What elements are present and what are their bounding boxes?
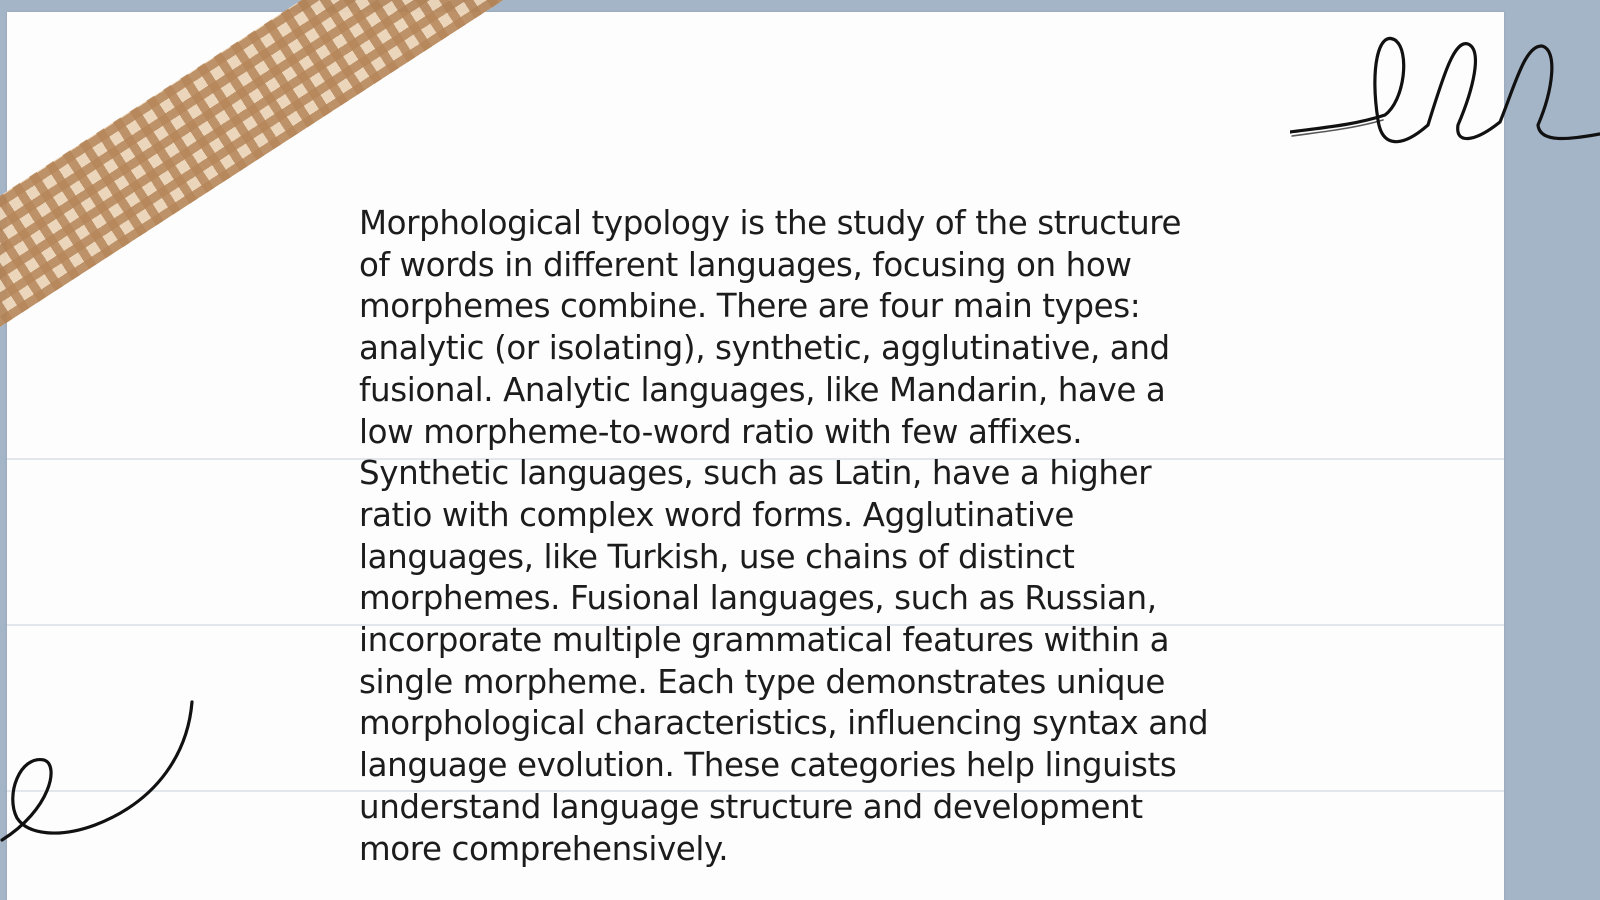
body-line: fusional. Analytic languages, like Mandarin, have a — [359, 370, 1166, 409]
body-line: morphemes. Fusional languages, such as Russian, — [359, 579, 1157, 618]
body-line: analytic (or isolating), synthetic, agglutinative, and — [359, 329, 1170, 368]
body-line: ratio with complex word forms. Agglutinative — [359, 495, 1074, 534]
body-line: Synthetic languages, such as Latin, have a higher — [359, 454, 1152, 493]
body-line: languages, like Turkish, use chains of distinct — [359, 537, 1075, 576]
body-line: low morpheme-to-word ratio with few affixes. — [359, 412, 1083, 451]
body-line: Morphological typology is the study of the structure — [359, 204, 1182, 242]
body-line: of words in different languages, focusing on how — [359, 245, 1132, 284]
body-line: understand language structure and development — [359, 787, 1143, 826]
body-line: single morpheme. Each type demonstrates unique — [359, 662, 1165, 701]
body-line: incorporate multiple grammatical features within a — [359, 621, 1170, 660]
body-line: language evolution. These categories help linguists — [359, 746, 1177, 785]
loop-scribble-icon — [1290, 30, 1600, 165]
body-line: morphological characteristics, influencing syntax and — [359, 704, 1209, 743]
body-line: morphemes combine. There are four main types: — [359, 287, 1141, 326]
body-line: more comprehensively. — [359, 829, 729, 868]
swirl-scribble-icon — [0, 690, 205, 850]
body-paragraph — [359, 203, 1239, 870]
